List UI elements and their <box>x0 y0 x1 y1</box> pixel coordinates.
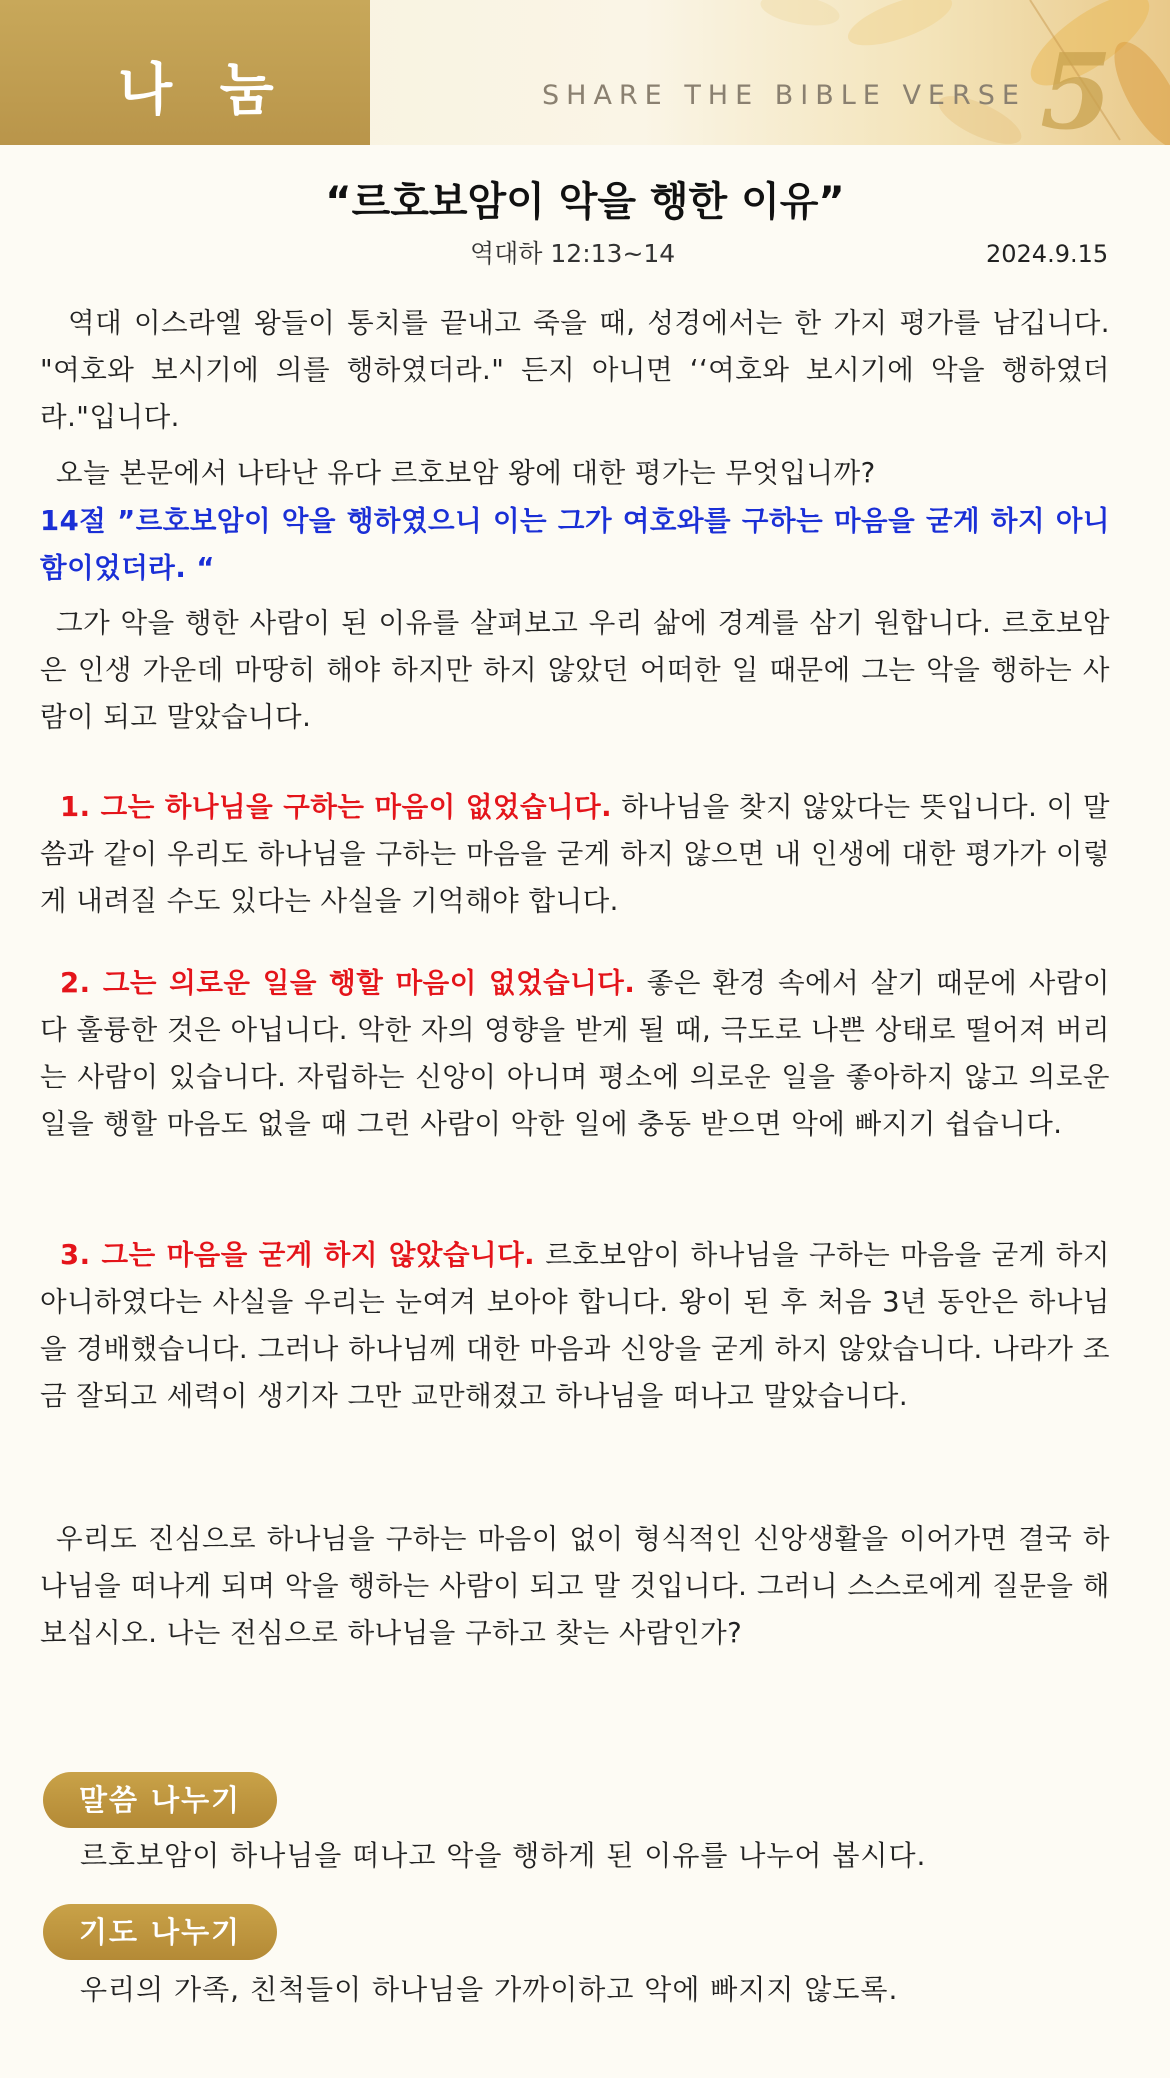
point-1-paragraph <box>40 784 1110 925</box>
scripture-reference: 역대하 12:13~14 <box>470 239 676 268</box>
point-2-paragraph <box>40 960 1110 1148</box>
point-2-text: 좋은 환경 속에서 살기 때문에 사람이 다 훌륭한 것은 아닙니다. 악한 자의 영향을 받게 될 때, 극도로 나쁜 상태로 떨어져 버리는 사람이 있습니다. 자립하는 신앙이 아니며 평소에 의로운 일을 좋아하지 않고 의로운 일을 행할 마음도 없을 때 그런 사람이 악한 일에 충동 받으면 악에 빠지기 쉽습니다. <box>40 967 1110 1140</box>
purpose-text: 그가 악을 행한 사람이 된 이유를 살펴보고 우리 삶에 경계를 삼기 원합니다. 르호보암은 인생 가운데 마땅히 해야 하지만 하지 않았던 어떠한 일 때문에 그는 악을 행하는 사람이 되고 말았습니다. <box>40 607 1110 733</box>
conclusion-text: 우리도 진심으로 하나님을 구하는 마음이 없이 형식적인 신앙생활을 이어가면 결국 하나님을 떠나게 되며 악을 행하는 사람이 되고 말 것입니다. 그러니 스스로에게 질문을 해 보십시오. 나는 전심으로 하나님을 구하고 찾는 사람인가? <box>40 1523 1110 1649</box>
question-paragraph <box>40 450 1110 497</box>
point-1-text: 하나님을 찾지 않았다는 뜻입니다. 이 말씀과 같이 우리도 하나님을 구하는 마음을 굳게 하지 않으면 내 인생에 대한 평가가 이렇게 내려질 수도 있다는 사실을 기억해야 합니다. <box>40 791 1110 917</box>
issue-number: 5 <box>1040 30 1113 145</box>
point-3-paragraph <box>40 1232 1110 1420</box>
intro-text: 역대 이스라엘 왕들이 통치를 끝내고 죽을 때, 성경에서는 한 가지 평가를 남깁니다. "여호와 보시기에 의를 행하였더라." 든지 아니면 ‘‘여호와 보시기에 악을 행하였더라."입니다. <box>40 307 1110 433</box>
question-text: 오늘 본문에서 나타난 유다 르호보암 왕에 대한 평가는 무엇입니까? <box>56 457 876 489</box>
point-1-heading: 1. 그는 하나님을 구하는 마음이 없었습니다. <box>60 791 613 823</box>
verse-text: 14절 ”르호보암이 악을 행하였으니 이는 그가 여호와를 구하는 마음을 굳게 하지 아니함이었더라. “ <box>40 505 1110 584</box>
header-subtitle: SHARE THE BIBLE VERSE <box>542 80 1026 111</box>
word-sharing-text: 르호보암이 하나님을 떠나고 악을 행하게 된 이유를 나누어 봅시다. <box>80 1839 927 1872</box>
intro-paragraph <box>40 300 1110 441</box>
point-3-text: 르호보암이 하나님을 구하는 마음을 굳게 하지 아니하였다는 사실을 우리는 눈여겨 보아야 합니다. 왕이 된 후 처음 3년 동안은 하나님을 경배했습니다. 그러나 하나님께 대한 마음과 신앙을 굳게 하지 않았습니다. 나라가 조금 잘되고 세력이 생기자 그만 교만해졌고 하나님을 떠나고 말았습니다. <box>40 1239 1110 1412</box>
point-2-heading: 2. 그는 의로운 일을 행할 마음이 없었습니다. <box>60 967 636 999</box>
purpose-paragraph <box>40 600 1110 741</box>
conclusion-paragraph <box>40 1516 1110 1657</box>
word-sharing-badge: 말씀 나누기 <box>43 1772 277 1828</box>
point-3-heading: 3. 그는 마음을 굳게 하지 않았습니다. <box>60 1239 536 1271</box>
sermon-date: 2024.9.15 <box>986 240 1109 268</box>
header-banner <box>0 0 1170 145</box>
verse-paragraph <box>40 498 1110 592</box>
prayer-sharing-text: 우리의 가족, 친척들이 하나님을 가까이하고 악에 빠지지 않도록. <box>80 1973 899 2006</box>
header-tab <box>0 0 370 145</box>
prayer-sharing-badge: 기도 나누기 <box>43 1904 277 1960</box>
section-title: 나 눔 <box>118 58 288 123</box>
sermon-title: “르호보암이 악을 행한 이유” <box>325 179 845 225</box>
